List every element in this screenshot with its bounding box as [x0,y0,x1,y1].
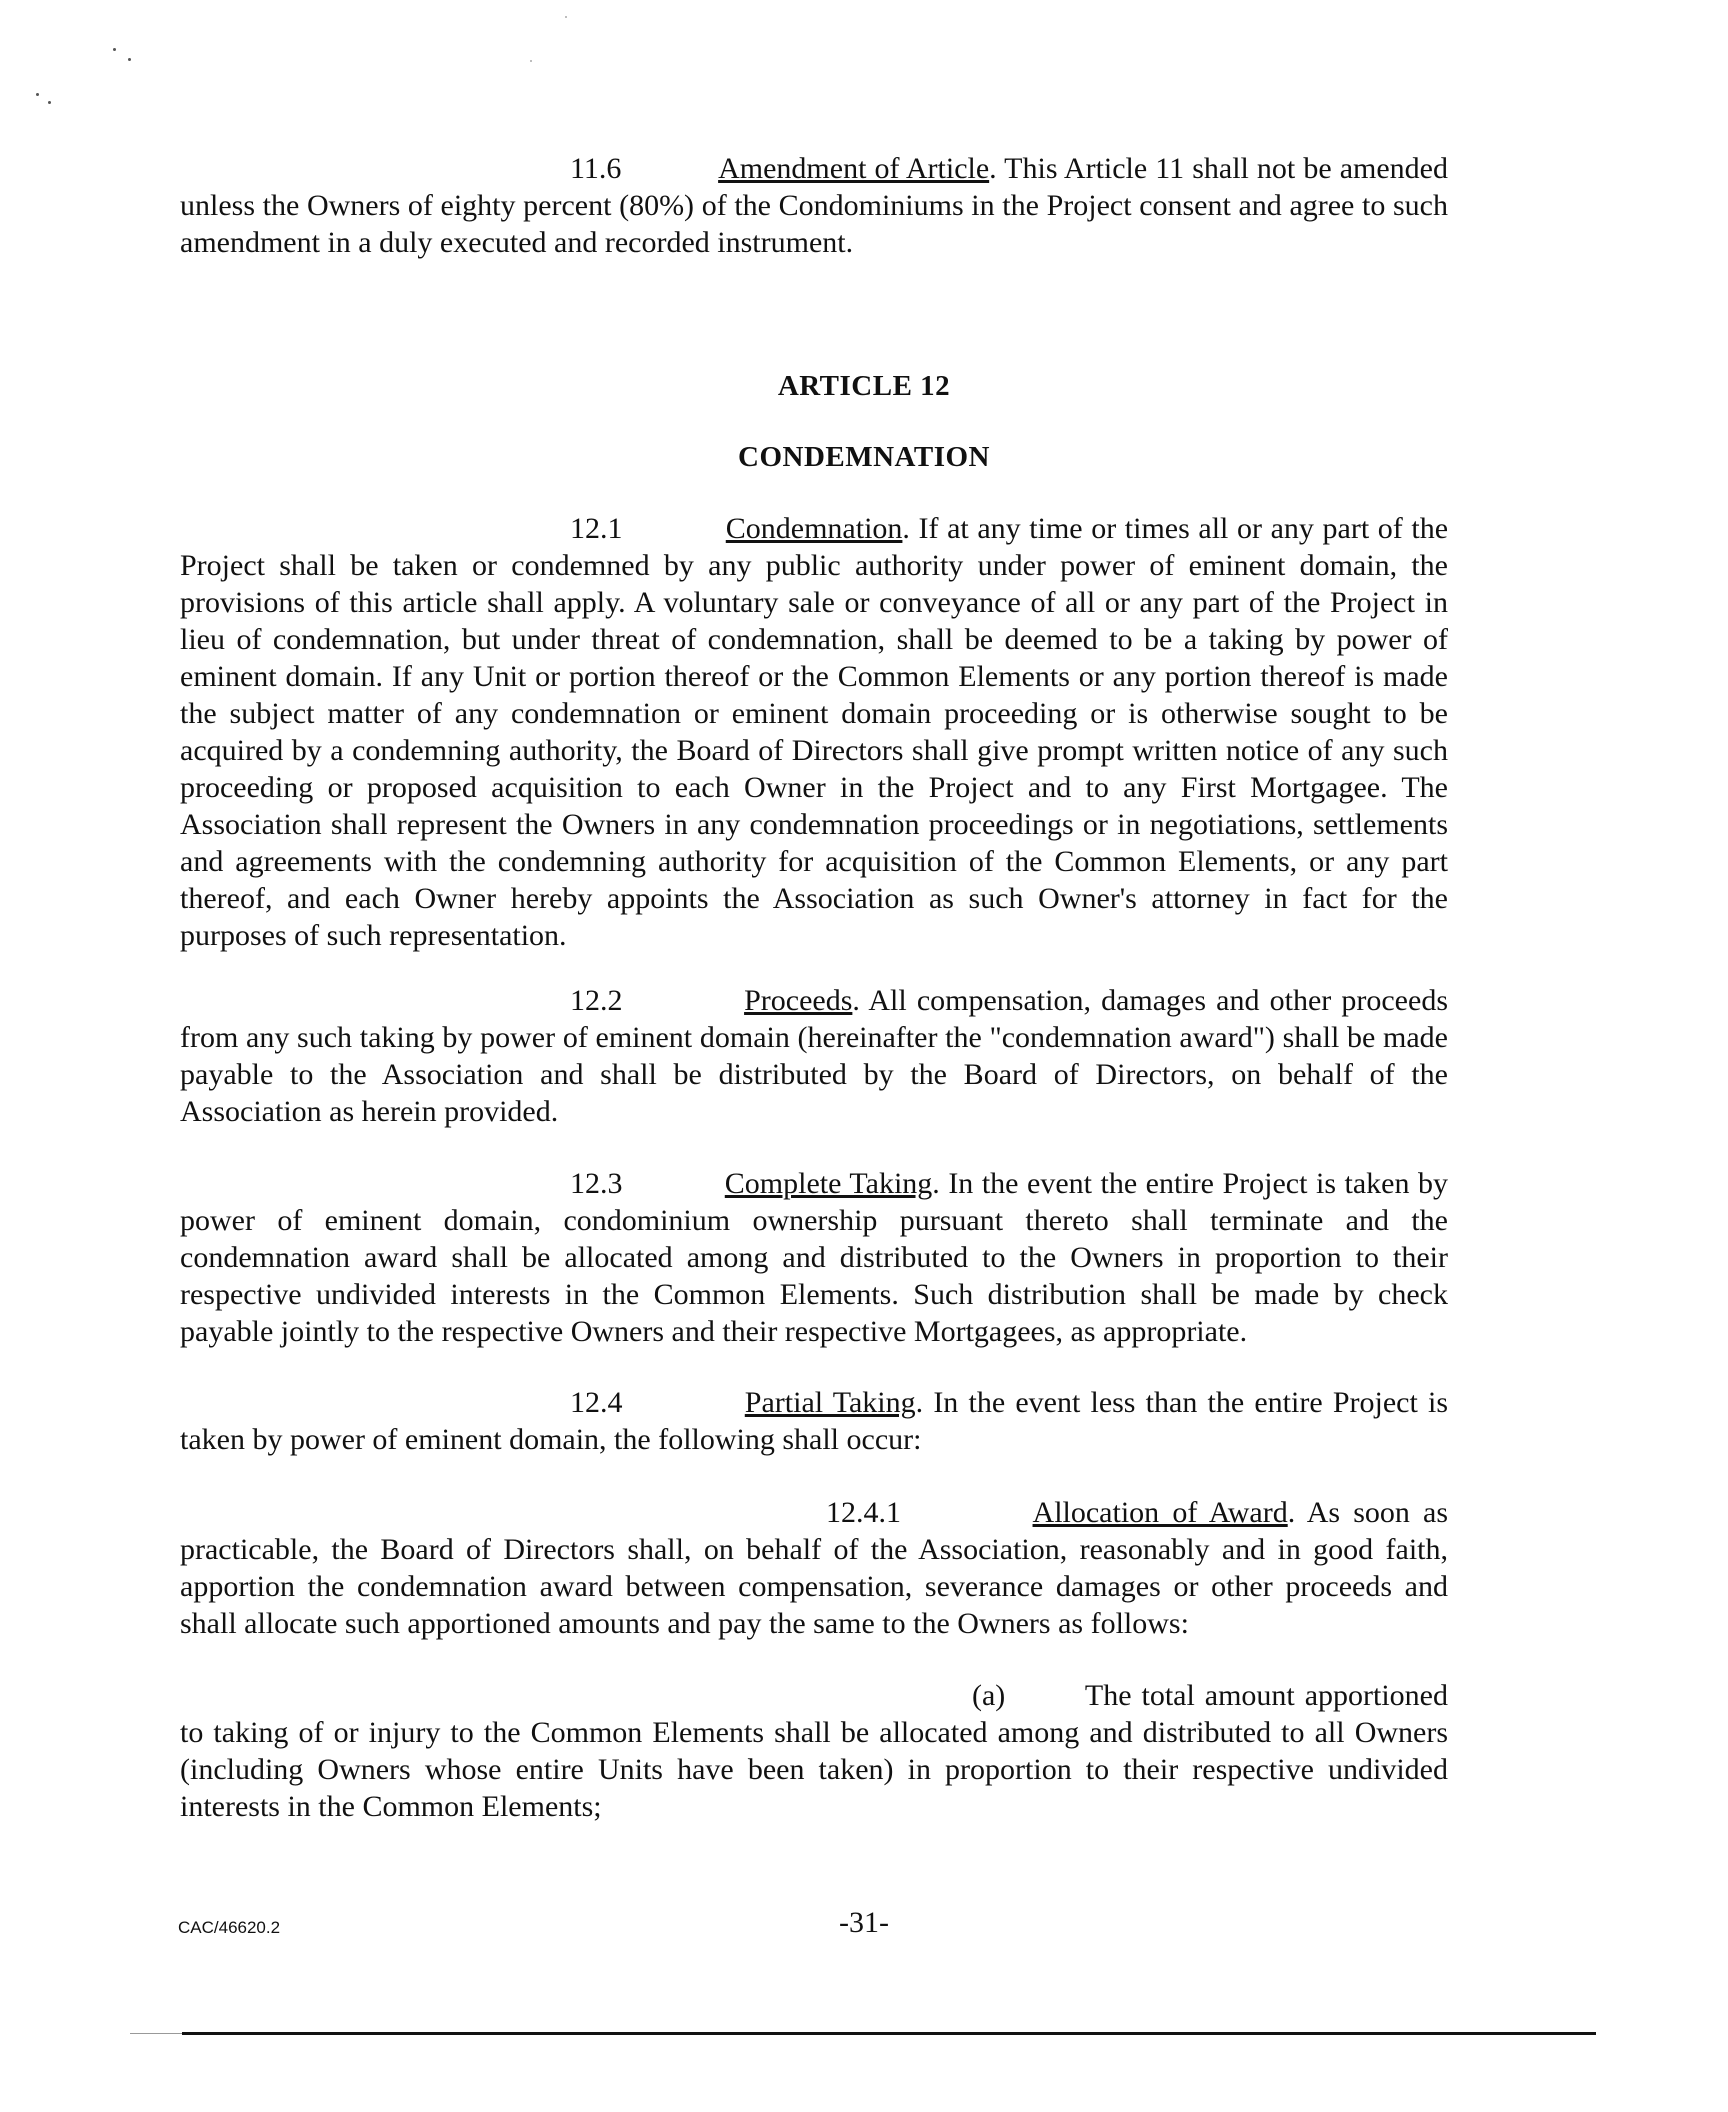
item-label: (a) [972,1679,1006,1712]
item-a [180,1677,1448,1825]
scan-speck [530,60,532,62]
section-number: 12.1 [570,512,623,545]
document-id: CAC/46620.2 [178,1918,281,1937]
scan-speck [48,101,51,104]
section-text: . As soon as practicable, the Board of Directors shall, on behalf of the Association, reasonably and in good faith, apportion the condemnation award between compensation, severance damages or other proceeds and shall allocate such apportioned amounts and pay the same to the Owners as follows: [180,1496,1449,1640]
section-number: 12.3 [570,1167,623,1200]
section-title: Partial Taking [744,1386,916,1419]
section-12-4 [180,1384,1448,1458]
section-title: Complete Taking [724,1167,933,1200]
section-title: Condemnation [725,512,903,545]
section-11-6 [180,150,1448,261]
article-number: ARTICLE 12 [777,370,951,402]
page-number: -31- [839,1906,889,1939]
section-title: Proceeds [744,984,853,1017]
footer-rule [182,2032,1596,2035]
item-text: The total amount apportioned to taking of or injury to the Common Elements shall be allocated among and distributed to all Owners (including Owners whose entire Units have been taken) in proportion to their respective undivided interests in the Common Elements; [180,1679,1448,1823]
footer-rule-faint [130,2033,182,2034]
section-title: Allocation of Award [1032,1496,1288,1529]
section-12-2 [180,982,1448,1130]
section-title: Amendment of Article [718,152,990,185]
section-12-4-1 [180,1494,1448,1642]
scan-speck [128,58,131,61]
section-text: . In the event less than the entire Project is taken by power of eminent domain, the following shall occur: [180,1386,1449,1456]
section-number: 12.4 [570,1386,623,1419]
section-text: . This Article 11 shall not be amended unless the Owners of eighty percent (80%) of the Condominiums in the Project consent and agree to such amendment in a duly executed and recorded instrument. [180,152,1448,259]
section-text: . If at any time or times all or any part of the Project shall be taken or condemned by any public authority under power of eminent domain, the provisions of this article shall apply. A voluntary sale or conveyance of all or any part of the Project in lieu of condemnation, but under threat of condemnation, shall be deemed to be a taking by power of eminent domain. If any Unit or portion thereof or the Common Elements or any portion thereof is made the subject matter of any condemnation or eminent domain proceeding or is otherwise sought to be acquired by a condemning authority, the Board of Directors shall give prompt written notice of any such proceeding or proposed acquisition to each Owner in the Project and to any First Mortgagee. The Association shall represent the Owners in any condemnation proceedings or in negotiations, settlements and agreements with the condemning authority for acquisition of the Common Elements, or any part thereof, and each Owner hereby appoints the Association as such Owner's attorney in fact for the purposes of such representation. [180,512,1449,952]
section-text: . All compensation, damages and other proceeds from any such taking by power of eminent domain (hereinafter the "condemnation award") shall be made payable to the Association and shall be distributed by the Board of Directors, on behalf of the Association as herein provided. [180,984,1448,1128]
section-number: 12.4.1 [826,1496,901,1529]
scan-speck [36,93,39,96]
section-number: 11.6 [570,152,622,185]
article-title: CONDEMNATION [738,441,990,473]
section-number: 12.2 [570,984,623,1017]
section-12-1 [180,510,1448,954]
section-12-3 [180,1165,1448,1350]
scan-speck [565,16,567,18]
scan-speck [113,48,116,51]
section-text: . In the event the entire Project is taken by power of eminent domain, condominium ownership pursuant thereto shall terminate and the condemnation award shall be allocated among and distributed to the Owners in proportion to their respective undivided interests in the Common Elements. Such distribution shall be made by check payable jointly to the respective Owners and their respective Mortgagees, as appropriate. [180,1167,1449,1348]
